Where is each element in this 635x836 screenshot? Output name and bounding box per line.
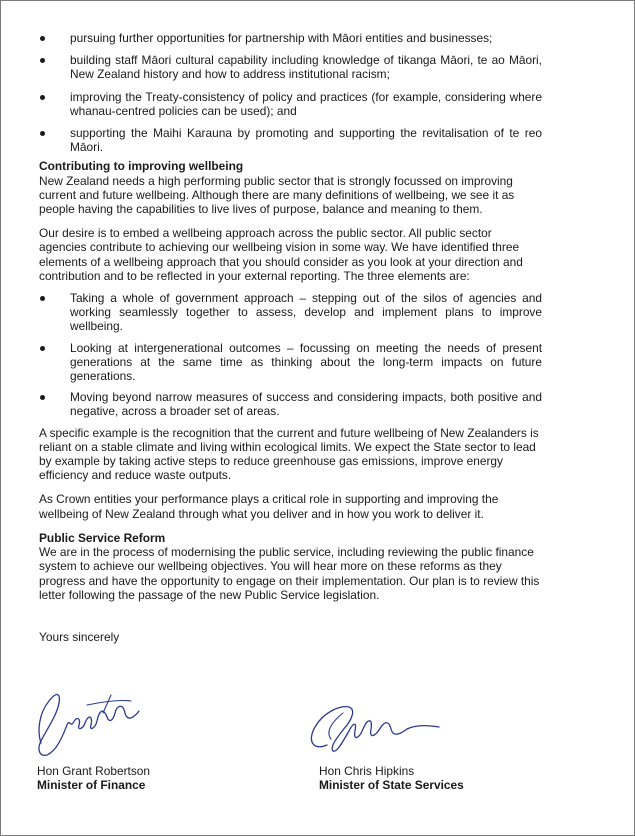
list-item: building staff Māori cultural capability including knowledge of tikanga Māori, te ao Māori, New Zealand history and how to address institutional racism;: [39, 53, 542, 81]
bullet-icon: [40, 346, 45, 351]
bullet-icon: [40, 58, 45, 63]
signatory-name: Hon Grant Robertson: [37, 764, 151, 778]
list-item: Looking at intergenerational outcomes – focussing on meeting the needs of present generations at the same time as thinking about the long-term impacts on future generations.: [39, 341, 542, 384]
letter-body: [39, 31, 542, 644]
list-item: improving the Treaty-consistency of policy and practices (for example, considering where whanau-centred policies can be used); and: [39, 90, 542, 118]
section-heading-reform: Public Service Reform: [39, 530, 166, 545]
list-item: supporting the Maihi Karauna by promoting and supporting the revitalisation of te reo Māori.: [39, 126, 542, 154]
paragraph: Our desire is to embed a wellbeing approach across the public sector. All public sector agencies contribute to achieving our wellbeing vision in some way. We have identified three elements of a wellbeing approach that you should consider as you look at your direction and contribution and to be reflected in your external reporting. The three elements are:: [39, 226, 523, 283]
section-heading-wellbeing: Contributing to improving wellbeing: [39, 159, 244, 174]
bullet-icon: [40, 36, 45, 41]
signatory-1: [37, 764, 150, 792]
list-item: Moving beyond narrow measures of success and considering impacts, both positive and negative, across a broader set of areas.: [39, 390, 542, 418]
signatory-2: [319, 764, 464, 792]
paragraph: A specific example is the recognition that the current and future wellbeing of New Zealanders is reliant on a stable climate and living within ecological limits. We expect the State sector to lead by example by taking active steps to reduce greenhouse gas emissions, improve energy efficiency and reduce waste outputs.: [39, 425, 539, 483]
bullet-icon: [40, 395, 45, 400]
signatory-name: Hon Chris Hipkins: [319, 764, 415, 778]
maori-bullets: [39, 31, 542, 154]
signature-robertson: [27, 683, 147, 765]
bullet-icon: [40, 131, 45, 136]
list-item: Taking a whole of government approach – stepping out of the silos of agencies and working seamlessly together to assess, develop and implement plans to improve wellbeing.: [39, 291, 542, 334]
closing: Yours sincerely: [39, 629, 120, 644]
wellbeing-bullets: [39, 291, 542, 419]
signature-hipkins: [303, 691, 453, 763]
bullet-icon: [40, 95, 45, 100]
signatory-title: Minister of State Services: [319, 778, 464, 793]
bullet-icon: [40, 296, 45, 301]
paragraph: As Crown entities your performance plays a critical role in supporting and improving the wellbeing of New Zealand through what you deliver and in how you work to deliver it.: [39, 492, 499, 521]
paragraph: New Zealand needs a high performing public sector that is strongly focussed on improving current and future wellbeing. Although there are many definitions of wellbeing, we see it as people having the capabilities to live lives of purpose, balance and meaning to them.: [39, 173, 515, 217]
list-item: pursuing further opportunities for partnership with Māori entities and businesses;: [39, 31, 542, 45]
signatory-title: Minister of Finance: [37, 778, 146, 793]
paragraph: We are in the process of modernising the public service, including reviewing the public finance system to achieve our wellbeing objectives. You will hear more on these reforms as they progress and have the opportunity to engage on their implementation. Our plan is to review this letter following the passage of the new Public Service legislation.: [39, 545, 540, 602]
